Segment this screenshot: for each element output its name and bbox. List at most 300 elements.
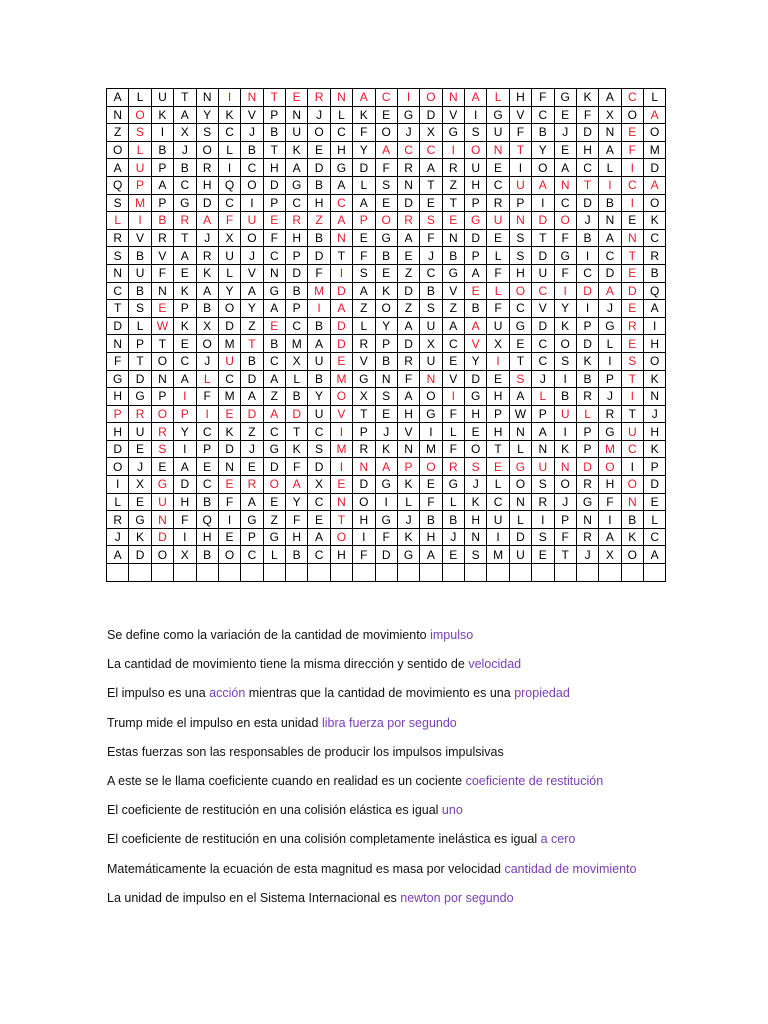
grid-cell: D — [397, 194, 419, 212]
grid-cell: O — [107, 141, 129, 159]
grid-cell: A — [196, 282, 218, 300]
grid-cell: N — [286, 106, 308, 124]
grid-cell: J — [375, 423, 397, 441]
clue-answer: libra fuerza por segundo — [321, 715, 457, 730]
grid-cell: T — [621, 370, 643, 388]
clue-answer: velocidad — [468, 657, 522, 672]
grid-cell: F — [218, 493, 240, 511]
grid-cell: F — [420, 229, 442, 247]
grid-cell: T — [174, 229, 196, 247]
grid-cell: D — [644, 159, 666, 177]
grid-cell: O — [465, 141, 487, 159]
grid-cell: P — [532, 405, 554, 423]
grid-cell: R — [196, 159, 218, 177]
grid-cell: Y — [174, 423, 196, 441]
grid-cell: A — [397, 317, 419, 335]
grid-cell: T — [263, 89, 285, 107]
grid-cell: D — [353, 159, 375, 177]
grid-cell — [621, 564, 643, 582]
grid-cell: U — [308, 405, 330, 423]
grid-cell: G — [599, 317, 621, 335]
grid-cell: F — [107, 352, 129, 370]
grid-cell: L — [644, 89, 666, 107]
grid-cell: U — [420, 352, 442, 370]
grid-cell: B — [308, 370, 330, 388]
grid-cell: K — [174, 317, 196, 335]
grid-cell: G — [375, 511, 397, 529]
grid-cell: R — [397, 159, 419, 177]
grid-cell: N — [241, 89, 263, 107]
grid-cell: I — [442, 388, 464, 406]
grid-cell: M — [420, 440, 442, 458]
grid-cell: D — [330, 335, 352, 353]
grid-cell: A — [263, 300, 285, 318]
grid-cell: O — [330, 528, 352, 546]
grid-cell: H — [286, 528, 308, 546]
grid-cell: P — [129, 335, 151, 353]
grid-cell: I — [576, 247, 598, 265]
grid-cell: V — [353, 352, 375, 370]
grid-cell: T — [442, 194, 464, 212]
grid-cell: K — [286, 440, 308, 458]
grid-cell: Y — [375, 317, 397, 335]
grid-cell: V — [397, 423, 419, 441]
grid-cell: A — [263, 405, 285, 423]
grid-cell: U — [487, 124, 509, 142]
grid-cell: U — [129, 159, 151, 177]
grid-cell: U — [554, 405, 576, 423]
grid-cell: P — [263, 194, 285, 212]
grid-cell: D — [196, 194, 218, 212]
grid-cell: G — [241, 511, 263, 529]
grid-cell: W — [509, 405, 531, 423]
grid-cell: C — [509, 300, 531, 318]
grid-cell: I — [218, 511, 240, 529]
grid-cell: I — [644, 317, 666, 335]
grid-cell: K — [397, 528, 419, 546]
grid-cell: Z — [397, 300, 419, 318]
grid-cell: R — [353, 335, 375, 353]
grid-cell: C — [532, 335, 554, 353]
grid-cell: M — [644, 141, 666, 159]
grid-cell: M — [218, 388, 240, 406]
grid-cell: T — [330, 511, 352, 529]
grid-row — [107, 476, 666, 494]
grid-cell: A — [599, 229, 621, 247]
grid-cell: D — [263, 458, 285, 476]
grid-cell: R — [241, 476, 263, 494]
grid-cell — [196, 564, 218, 582]
grid-row — [107, 511, 666, 529]
grid-cell: U — [509, 176, 531, 194]
grid-cell: X — [196, 317, 218, 335]
grid-cell: T — [509, 141, 531, 159]
grid-cell: T — [621, 247, 643, 265]
grid-cell: P — [129, 176, 151, 194]
grid-cell: A — [599, 141, 621, 159]
grid-cell: D — [644, 476, 666, 494]
grid-cell: Y — [353, 141, 375, 159]
grid-cell: J — [576, 546, 598, 564]
grid-cell: E — [532, 546, 554, 564]
grid-cell: E — [554, 141, 576, 159]
grid-cell: L — [129, 89, 151, 107]
grid-cell: H — [330, 141, 352, 159]
grid-cell: F — [420, 493, 442, 511]
grid-cell: P — [487, 405, 509, 423]
grid-cell: N — [420, 370, 442, 388]
grid-cell: C — [420, 141, 442, 159]
grid-cell: B — [286, 282, 308, 300]
grid-cell: I — [621, 194, 643, 212]
grid-cell: T — [174, 89, 196, 107]
grid-row — [107, 405, 666, 423]
grid-cell: D — [286, 405, 308, 423]
grid-cell: C — [308, 546, 330, 564]
grid-cell: G — [465, 212, 487, 230]
grid-cell: X — [599, 106, 621, 124]
grid-cell: N — [330, 493, 352, 511]
grid-cell: B — [308, 317, 330, 335]
grid-cell: J — [196, 352, 218, 370]
grid-cell: O — [375, 300, 397, 318]
grid-cell: O — [241, 229, 263, 247]
grid-cell: C — [218, 370, 240, 388]
grid-cell: A — [241, 282, 263, 300]
grid-cell: G — [129, 511, 151, 529]
grid-cell: P — [151, 388, 173, 406]
grid-cell: X — [599, 546, 621, 564]
grid-cell: F — [554, 229, 576, 247]
grid-cell: A — [174, 106, 196, 124]
grid-cell: K — [644, 212, 666, 230]
grid-cell: G — [375, 476, 397, 494]
grid-cell: N — [263, 264, 285, 282]
grid-cell: A — [330, 300, 352, 318]
grid-cell: E — [442, 352, 464, 370]
grid-cell: N — [107, 335, 129, 353]
grid-cell: I — [151, 124, 173, 142]
grid-cell: O — [554, 335, 576, 353]
grid-cell: F — [509, 124, 531, 142]
grid-cell: G — [554, 89, 576, 107]
grid-cell: B — [442, 247, 464, 265]
grid-cell: B — [263, 124, 285, 142]
grid-cell: X — [420, 124, 442, 142]
grid-cell: U — [151, 493, 173, 511]
grid-cell: S — [420, 300, 442, 318]
grid-cell: E — [375, 264, 397, 282]
grid-cell: H — [509, 89, 531, 107]
clue-line — [107, 741, 747, 770]
grid-cell: J — [442, 528, 464, 546]
grid-cell: L — [218, 264, 240, 282]
grid-cell — [599, 564, 621, 582]
grid-cell: G — [397, 106, 419, 124]
grid-cell: L — [330, 106, 352, 124]
grid-cell: F — [442, 405, 464, 423]
grid-cell: R — [532, 493, 554, 511]
grid-cell — [286, 564, 308, 582]
grid-cell: G — [465, 388, 487, 406]
grid-cell: A — [241, 493, 263, 511]
grid-cell: K — [554, 317, 576, 335]
grid-cell: G — [375, 229, 397, 247]
grid-cell — [129, 564, 151, 582]
grid-cell: B — [308, 176, 330, 194]
grid-cell: R — [286, 212, 308, 230]
grid-cell: B — [420, 511, 442, 529]
grid-cell: H — [487, 423, 509, 441]
grid-cell: O — [375, 124, 397, 142]
grid-cell: N — [330, 89, 352, 107]
grid-cell: C — [241, 159, 263, 177]
grid-cell: E — [487, 458, 509, 476]
clue-answer: a cero — [540, 832, 576, 847]
grid-cell: B — [442, 511, 464, 529]
grid-cell: F — [487, 300, 509, 318]
grid-cell: A — [644, 106, 666, 124]
grid-cell — [375, 564, 397, 582]
grid-cell: O — [554, 212, 576, 230]
grid-cell: F — [353, 247, 375, 265]
grid-cell: C — [286, 317, 308, 335]
grid-cell — [509, 564, 531, 582]
grid-cell: O — [218, 546, 240, 564]
clue-text: El coeficiente de restitución en una colisión elástica es igual — [107, 803, 442, 818]
grid-cell: C — [420, 264, 442, 282]
grid-cell: F — [196, 388, 218, 406]
clue-text: mientras que la cantidad de movimiento es una — [245, 686, 515, 701]
grid-cell: E — [487, 159, 509, 177]
clue-line — [107, 828, 747, 857]
grid-cell: R — [621, 317, 643, 335]
grid-cell: P — [554, 511, 576, 529]
grid-cell: P — [375, 335, 397, 353]
grid-cell: N — [644, 388, 666, 406]
grid-cell: I — [107, 476, 129, 494]
grid-cell: P — [599, 370, 621, 388]
grid-cell: D — [353, 476, 375, 494]
grid-cell: H — [420, 528, 442, 546]
grid-cell: E — [353, 229, 375, 247]
grid-cell: Q — [644, 282, 666, 300]
grid-cell: N — [151, 511, 173, 529]
grid-cell: K — [196, 264, 218, 282]
grid-cell: O — [151, 405, 173, 423]
grid-cell: E — [420, 476, 442, 494]
grid-cell: N — [599, 124, 621, 142]
grid-cell: A — [509, 388, 531, 406]
grid-cell: F — [308, 264, 330, 282]
grid-cell: L — [286, 370, 308, 388]
grid-cell: J — [397, 511, 419, 529]
grid-cell: J — [241, 124, 263, 142]
grid-cell: M — [330, 440, 352, 458]
grid-cell: E — [397, 247, 419, 265]
grid-cell: S — [465, 458, 487, 476]
grid-cell — [107, 564, 129, 582]
grid-cell: D — [465, 370, 487, 388]
grid-cell: A — [308, 335, 330, 353]
grid-cell: F — [554, 528, 576, 546]
grid-cell: X — [487, 335, 509, 353]
grid-cell: H — [599, 476, 621, 494]
grid-cell: J — [554, 124, 576, 142]
grid-cell: E — [621, 264, 643, 282]
grid-cell: R — [644, 247, 666, 265]
grid-cell: E — [442, 212, 464, 230]
grid-cell: P — [286, 300, 308, 318]
grid-cell: P — [576, 440, 598, 458]
grid-cell: L — [129, 141, 151, 159]
grid-cell: I — [554, 282, 576, 300]
grid-cell: R — [487, 194, 509, 212]
grid-cell: P — [509, 194, 531, 212]
grid-cell: I — [621, 458, 643, 476]
grid-cell: D — [576, 335, 598, 353]
grid-cell: O — [644, 194, 666, 212]
grid-cell: C — [196, 476, 218, 494]
grid-cell: O — [353, 493, 375, 511]
grid-row — [107, 493, 666, 511]
grid-cell: U — [487, 317, 509, 335]
grid-cell: D — [576, 458, 598, 476]
grid-cell: N — [107, 106, 129, 124]
grid-cell: J — [576, 212, 598, 230]
grid-cell: E — [330, 352, 352, 370]
grid-cell: D — [151, 528, 173, 546]
grid-cell: T — [151, 335, 173, 353]
grid-cell: P — [151, 194, 173, 212]
grid-cell: C — [308, 423, 330, 441]
grid-cell: B — [420, 282, 442, 300]
grid-cell: P — [353, 212, 375, 230]
grid-cell: R — [107, 229, 129, 247]
grid-cell: H — [196, 528, 218, 546]
grid-cell: L — [218, 141, 240, 159]
grid-cell: R — [196, 247, 218, 265]
grid-cell: K — [129, 528, 151, 546]
grid-cell: V — [442, 282, 464, 300]
grid-cell: G — [487, 106, 509, 124]
grid-cell: S — [509, 229, 531, 247]
grid-cell: L — [644, 511, 666, 529]
clue-text: La cantidad de movimiento tiene la misma dirección y sentido de — [107, 657, 469, 672]
grid-cell: E — [308, 141, 330, 159]
grid-cell: G — [576, 493, 598, 511]
grid-cell: I — [397, 89, 419, 107]
grid-cell: E — [263, 212, 285, 230]
grid-cell: P — [576, 317, 598, 335]
grid-cell: J — [644, 405, 666, 423]
grid-cell — [308, 564, 330, 582]
grid-cell: B — [621, 511, 643, 529]
grid-cell: G — [263, 528, 285, 546]
grid-cell: I — [218, 89, 240, 107]
grid-cell: C — [487, 493, 509, 511]
grid-cell: N — [621, 229, 643, 247]
grid-cell: R — [151, 423, 173, 441]
grid-cell: O — [129, 106, 151, 124]
grid-cell: S — [375, 176, 397, 194]
clue-answer: acción — [209, 686, 246, 701]
grid-cell: J — [107, 528, 129, 546]
grid-cell: I — [599, 352, 621, 370]
grid-cell: M — [487, 546, 509, 564]
grid-cell: J — [241, 440, 263, 458]
grid-cell: E — [330, 476, 352, 494]
clue-text: Estas fuerzas son las responsables de producir los impulsos impulsivas — [107, 744, 504, 759]
grid-cell: N — [218, 458, 240, 476]
grid-cell: K — [576, 89, 598, 107]
grid-cell: O — [554, 476, 576, 494]
clue-list — [107, 624, 747, 916]
grid-cell: V — [330, 405, 352, 423]
grid-row — [107, 89, 666, 107]
grid-cell: H — [397, 405, 419, 423]
grid-cell: E — [286, 89, 308, 107]
grid-cell: J — [241, 247, 263, 265]
grid-cell: E — [218, 528, 240, 546]
grid-cell: A — [420, 546, 442, 564]
grid-cell: U — [286, 124, 308, 142]
grid-cell: N — [107, 264, 129, 282]
grid-cell: B — [151, 141, 173, 159]
grid-cell: F — [174, 511, 196, 529]
grid-cell: K — [286, 141, 308, 159]
grid-cell: V — [465, 335, 487, 353]
grid-cell: C — [621, 176, 643, 194]
grid-cell: V — [241, 106, 263, 124]
grid-cell: L — [129, 317, 151, 335]
grid-cell: N — [151, 370, 173, 388]
grid-cell: I — [196, 405, 218, 423]
grid-cell: D — [375, 546, 397, 564]
grid-cell: A — [442, 317, 464, 335]
grid-cell: Y — [532, 141, 554, 159]
clue-line — [107, 799, 747, 828]
grid-cell: U — [487, 212, 509, 230]
grid-cell: P — [241, 528, 263, 546]
grid-cell: N — [576, 511, 598, 529]
grid-cell: O — [420, 458, 442, 476]
grid-cell: N — [397, 440, 419, 458]
grid-cell: R — [576, 528, 598, 546]
grid-cell: T — [241, 335, 263, 353]
grid-cell: K — [397, 476, 419, 494]
grid-cell: A — [286, 159, 308, 177]
grid-cell: O — [509, 282, 531, 300]
grid-row — [107, 247, 666, 265]
grid-cell: I — [174, 440, 196, 458]
clue-answer: cantidad de movimiento — [504, 861, 637, 876]
clue-line — [107, 682, 747, 711]
grid-cell: C — [442, 335, 464, 353]
grid-cell: B — [465, 300, 487, 318]
grid-cell: E — [375, 106, 397, 124]
grid-cell: N — [353, 458, 375, 476]
grid-cell — [487, 564, 509, 582]
grid-cell: I — [241, 194, 263, 212]
grid-cell: Z — [107, 124, 129, 142]
grid-cell: B — [375, 352, 397, 370]
grid-cell: E — [465, 423, 487, 441]
grid-cell: G — [420, 405, 442, 423]
grid-cell: F — [375, 528, 397, 546]
grid-cell: E — [263, 493, 285, 511]
grid-cell: G — [509, 317, 531, 335]
